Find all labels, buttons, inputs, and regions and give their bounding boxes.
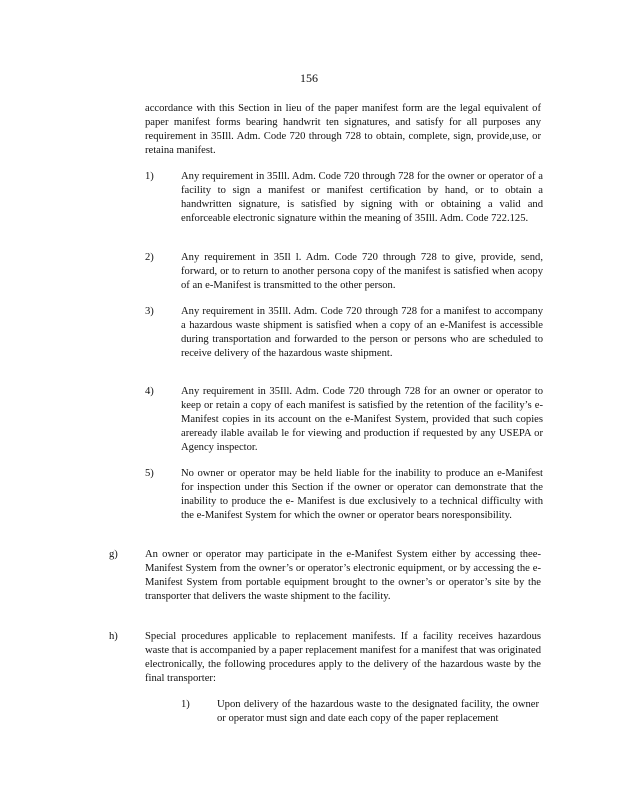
intro-text: accordance with this Section in lieu of the paper manifest form are the legal equivalent of paper manifest forms bearing handwrit ten signatures, and satisfy for all purposes any requirement in 35Ill. Adm. Code 720 through 728 to obtain, complete, sign, provide,use, or retaina manifest. [145, 103, 541, 156]
section-h-letter: h) [109, 631, 118, 642]
item-1-paragraph: Any requirement in 35Ill. Adm. Code 720 through 728 for the owner or operator of a facility to sign a manifest or manifest certification by hand, or to obtain a handwritten signature, is satisfied by signing with or obtaining a valid and enforceable electronic signature within the meaning of 35Ill. Adm. Code 722.125. [181, 171, 543, 224]
section-h-paragraph: Special procedures applicable to replacement manifests. If a facility receives hazardous waste that is accompanied by a paper replacement manifest for a manifest that was originated electronically, the following procedures apply to the delivery of the hazardous waste by the final transporter: [145, 631, 541, 684]
section-h-item-1-number: 1) [181, 699, 190, 710]
section-h-text [145, 630, 541, 686]
item-3-number: 3) [145, 306, 154, 317]
section-h-item-1-text [217, 698, 539, 726]
section-g-paragraph: An owner or operator may participate in the e-Manifest System either by accessing thee-Manifest System from the owner’s or operator’s electronic equipment, or by accessing the e-Manifest System from portable equipment brought to the owner’s or operator’s site by the transporter that delivers the waste shipment to the facility. [145, 549, 541, 602]
item-4-paragraph: Any requirement in 35Ill. Adm. Code 720 through 728 for an owner or operator to keep or retain a copy of each manifest is satisfied by the retention of the facility’s e-Manifest copies in its account on the e-Manifest System, provided that such copies areready ilable availab le for viewing and production if requested by any USEPA or Agency inspector. [181, 386, 543, 453]
item-4-text [181, 385, 543, 455]
item-4-number: 4) [145, 386, 154, 397]
section-g-text [145, 548, 541, 604]
item-5-paragraph: No owner or operator may be held liable for the inability to produce an e-Manifest for inspection under this Section if the owner or operator can demonstrate that the inability to produce the e- Manifest is due exclusively to a technical difficulty with the e-Manifest System for which the owner or operator bears noresponsibility. [181, 468, 543, 521]
item-2-paragraph: Any requirement in 35Il l. Adm. Code 720 through 728 to give, provide, send, forward, or to return to another persona copy of the manifest is satisfied when acopy of an e-Manifest is transmitted to the other person. [181, 252, 543, 291]
page-number: 156 [300, 71, 318, 85]
item-2-text [181, 251, 543, 293]
intro-paragraph [145, 102, 541, 158]
item-1-number: 1) [145, 171, 154, 182]
section-h-item-1-paragraph: Upon delivery of the hazardous waste to the designated facility, the owner or operator must sign and date each copy of the paper replacement [217, 699, 539, 724]
section-g-letter: g) [109, 549, 118, 560]
item-3-paragraph: Any requirement in 35Ill. Adm. Code 720 through 728 for a manifest to accompany a hazardous waste shipment is satisfied when a copy of an e-Manifest is accessible during transportation and forwarded to the person or persons who are scheduled to receive delivery of the hazardous waste shipment. [181, 306, 543, 359]
item-1-text [181, 170, 543, 226]
item-2-number: 2) [145, 252, 154, 263]
item-3-text [181, 305, 543, 361]
item-5-text [181, 467, 543, 523]
item-5-number: 5) [145, 468, 154, 479]
